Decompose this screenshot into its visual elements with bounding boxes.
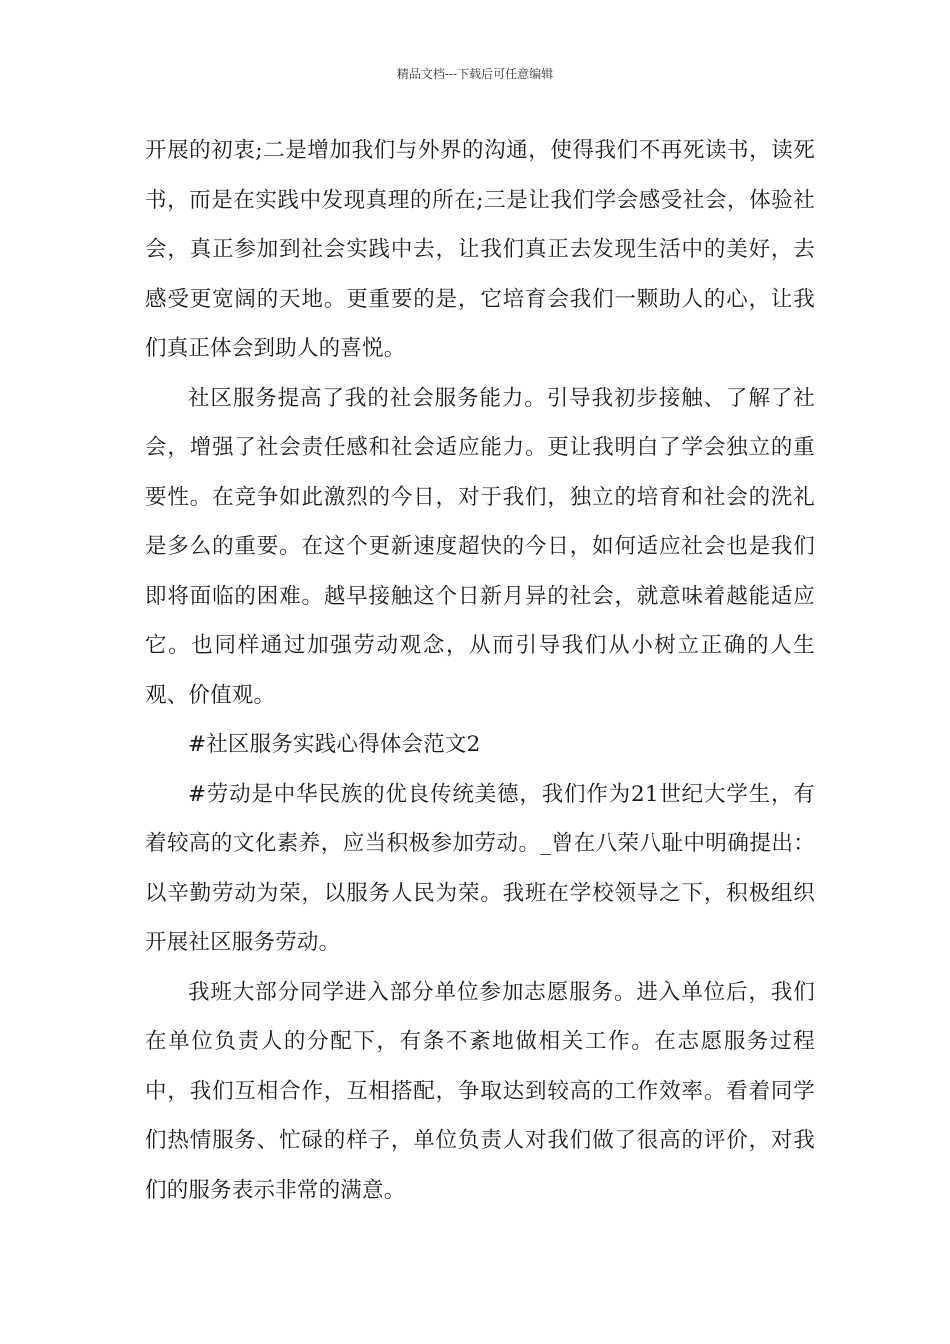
document-body bbox=[145, 126, 815, 1215]
section-heading: #社区服务实践心得体会范文2 bbox=[188, 732, 481, 757]
paragraph-4: 我班大部分同学进入部分单位参加志愿服务。进入单位后，我们在单位负责人的分配下，有条不紊地做相关工作。在志愿服务过程中，我们互相合作，互相搭配，争取达到较高的工作效率。看着同学们热情服务、忙碌的样子，单位负责人对我们做了很高的评价，对我们的服务表示非常的满意。 bbox=[145, 979, 815, 1203]
paragraph-2: 社区服务提高了我的社会服务能力。引导我初步接触、了解了社会，增强了社会责任感和社会适应能力。更让我明白了学会独立的重要性。在竞争如此激烈的今日，对于我们，独立的培育和社会的洗礼是多么的重要。在这个更新速度超快的今日，如何适应社会也是我们即将面临的困难。越早接触这个日新月异的社会，就意味着越能适应它。也同样通过加强劳动观念，从而引导我们从小树立正确的人生观、价值观。 bbox=[145, 385, 815, 708]
paragraph-3: #劳动是中华民族的优良传统美德，我们作为21世纪大学生，有着较高的文化素养，应当积极参加劳动。_曾在八荣八耻中明确提出：以辛勤劳动为荣，以服务人民为荣。我班在学校领导之下，积极组织开展社区服务劳动。 bbox=[145, 781, 815, 955]
paragraph-1: 开展的初衷;二是增加我们与外界的沟通，使得我们不再死读书，读死书，而是在实践中发现真理的所在;三是让我们学会感受社会，体验社会，真正参加到社会实践中去，让我们真正去发现生活中的美好，去感受更宽阔的天地。更重要的是，它培育会我们一颗助人的心，让我们真正体会到助人的喜悦。 bbox=[145, 138, 815, 361]
page-header: 精品文档---下载后可任意编辑 bbox=[396, 67, 554, 81]
